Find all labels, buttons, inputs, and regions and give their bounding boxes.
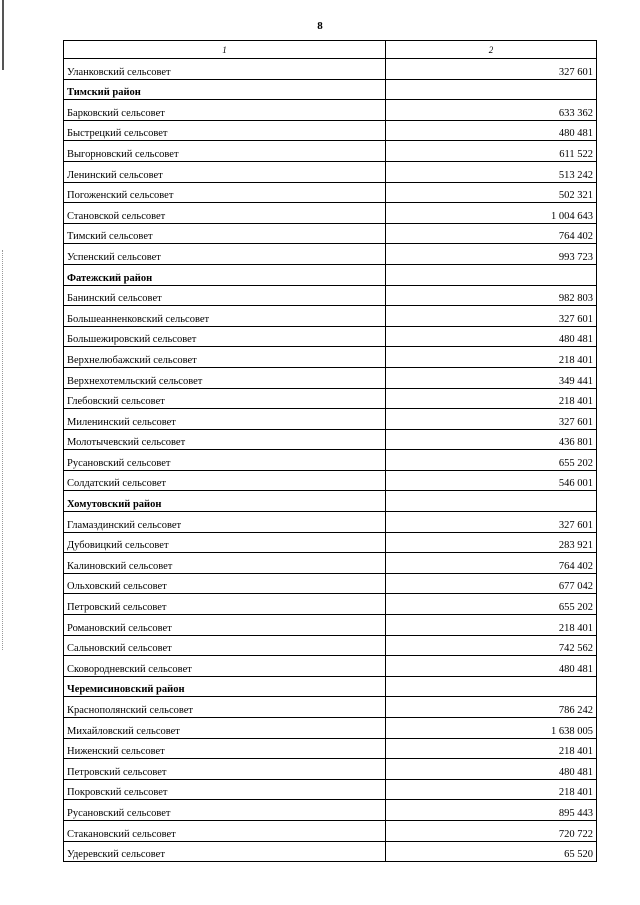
amount-cell: 720 722 <box>386 820 597 841</box>
settlement-name: Быстрецкий сельсовет <box>64 120 386 141</box>
table-row <box>64 347 597 368</box>
table-header-row <box>64 41 597 59</box>
table-row <box>64 759 597 780</box>
settlement-name: Становской сельсовет <box>64 203 386 224</box>
table-row <box>64 120 597 141</box>
settlement-name: Молотычевский сельсовет <box>64 429 386 450</box>
table-row <box>64 800 597 821</box>
settlement-name: Русановский сельсовет <box>64 450 386 471</box>
settlement-name: Банинский сельсовет <box>64 285 386 306</box>
amount-cell: 218 401 <box>386 388 597 409</box>
settlement-name: Краснополянский сельсовет <box>64 697 386 718</box>
table-row <box>64 553 597 574</box>
amount-cell: 218 401 <box>386 738 597 759</box>
amount-cell: 611 522 <box>386 141 597 162</box>
amount-cell: 764 402 <box>386 553 597 574</box>
settlement-name: Верхнелюбажский сельсовет <box>64 347 386 368</box>
table-row <box>64 512 597 533</box>
amount-cell: 327 601 <box>386 512 597 533</box>
table-body <box>64 59 597 862</box>
table-row <box>64 182 597 203</box>
settlement-name: Верхнехотемльский сельсовет <box>64 367 386 388</box>
settlement-name: Большеанненковский сельсовет <box>64 306 386 327</box>
amount-cell: 764 402 <box>386 223 597 244</box>
table-row <box>64 388 597 409</box>
scan-edge-dots <box>2 250 4 650</box>
table-row <box>64 59 597 80</box>
amount-cell <box>386 264 597 285</box>
district-name: Фатежский район <box>64 264 386 285</box>
settlement-name: Успенский сельсовет <box>64 244 386 265</box>
table-row <box>64 450 597 471</box>
settlement-name: Погоженский сельсовет <box>64 182 386 203</box>
settlement-name: Тимский сельсовет <box>64 223 386 244</box>
settlement-name: Калиновский сельсовет <box>64 553 386 574</box>
amount-cell: 480 481 <box>386 656 597 677</box>
settlement-name: Сальновский сельсовет <box>64 635 386 656</box>
table-row <box>64 820 597 841</box>
table-row <box>64 697 597 718</box>
amount-cell: 327 601 <box>386 59 597 80</box>
amount-cell: 502 321 <box>386 182 597 203</box>
amount-cell: 327 601 <box>386 306 597 327</box>
settlement-name: Барковский сельсовет <box>64 100 386 121</box>
table-row <box>64 429 597 450</box>
table-row <box>64 244 597 265</box>
table-row <box>64 841 597 862</box>
settlement-name: Дубовицкий сельсовет <box>64 532 386 553</box>
table-row <box>64 779 597 800</box>
district-name: Хомутовский район <box>64 491 386 512</box>
amount-cell: 633 362 <box>386 100 597 121</box>
settlement-name: Михайловский сельсовет <box>64 718 386 739</box>
table-row <box>64 718 597 739</box>
settlement-name: Петровский сельсовет <box>64 759 386 780</box>
amount-cell: 677 042 <box>386 573 597 594</box>
district-row <box>64 79 597 100</box>
page-number: 8 <box>317 20 323 32</box>
amount-cell: 218 401 <box>386 779 597 800</box>
settlement-name: Романовский сельсовет <box>64 615 386 636</box>
scan-edge-mark <box>2 0 4 70</box>
table-row <box>64 409 597 430</box>
amount-cell: 480 481 <box>386 759 597 780</box>
settlement-name: Гламаздинский сельсовет <box>64 512 386 533</box>
table-row <box>64 326 597 347</box>
allocation-table <box>63 40 597 862</box>
table-row <box>64 100 597 121</box>
column-header-2: 2 <box>386 41 597 59</box>
amount-cell: 480 481 <box>386 120 597 141</box>
amount-cell: 895 443 <box>386 800 597 821</box>
settlement-name: Сковородневский сельсовет <box>64 656 386 677</box>
table-row <box>64 615 597 636</box>
settlement-name: Солдатский сельсовет <box>64 470 386 491</box>
table-row <box>64 738 597 759</box>
settlement-name: Большежировский сельсовет <box>64 326 386 347</box>
table-row <box>64 141 597 162</box>
amount-cell: 655 202 <box>386 594 597 615</box>
district-name: Тимский район <box>64 79 386 100</box>
amount-cell: 65 520 <box>386 841 597 862</box>
settlement-name: Ниженский сельсовет <box>64 738 386 759</box>
district-row <box>64 491 597 512</box>
amount-cell: 480 481 <box>386 326 597 347</box>
settlement-name: Ленинский сельсовет <box>64 161 386 182</box>
amount-cell: 1 638 005 <box>386 718 597 739</box>
table-row <box>64 367 597 388</box>
amount-cell <box>386 79 597 100</box>
table-row <box>64 161 597 182</box>
settlement-name: Ольховский сельсовет <box>64 573 386 594</box>
settlement-name: Миленинский сельсовет <box>64 409 386 430</box>
settlement-name: Уланковский сельсовет <box>64 59 386 80</box>
settlement-name: Удеревский сельсовет <box>64 841 386 862</box>
table-row <box>64 532 597 553</box>
amount-cell: 436 801 <box>386 429 597 450</box>
table-row <box>64 470 597 491</box>
district-name: Черемисиновский район <box>64 676 386 697</box>
settlement-name: Глебовский сельсовет <box>64 388 386 409</box>
amount-cell: 982 803 <box>386 285 597 306</box>
settlement-name: Русановский сельсовет <box>64 800 386 821</box>
amount-cell: 546 001 <box>386 470 597 491</box>
settlement-name: Выгорновский сельсовет <box>64 141 386 162</box>
table-row <box>64 203 597 224</box>
amount-cell: 218 401 <box>386 615 597 636</box>
table-row <box>64 285 597 306</box>
settlement-name: Покровский сельсовет <box>64 779 386 800</box>
amount-cell: 1 004 643 <box>386 203 597 224</box>
table-row <box>64 573 597 594</box>
amount-cell: 742 562 <box>386 635 597 656</box>
table-row <box>64 656 597 677</box>
table-row <box>64 306 597 327</box>
amount-cell: 993 723 <box>386 244 597 265</box>
district-row <box>64 676 597 697</box>
table-row <box>64 223 597 244</box>
district-row <box>64 264 597 285</box>
amount-cell: 655 202 <box>386 450 597 471</box>
amount-cell <box>386 676 597 697</box>
amount-cell: 349 441 <box>386 367 597 388</box>
table-row <box>64 635 597 656</box>
amount-cell: 513 242 <box>386 161 597 182</box>
amount-cell: 218 401 <box>386 347 597 368</box>
settlement-name: Стакановский сельсовет <box>64 820 386 841</box>
amount-cell: 327 601 <box>386 409 597 430</box>
amount-cell <box>386 491 597 512</box>
column-header-1: 1 <box>64 41 386 59</box>
amount-cell: 786 242 <box>386 697 597 718</box>
settlement-name: Петровский сельсовет <box>64 594 386 615</box>
table-row <box>64 594 597 615</box>
amount-cell: 283 921 <box>386 532 597 553</box>
